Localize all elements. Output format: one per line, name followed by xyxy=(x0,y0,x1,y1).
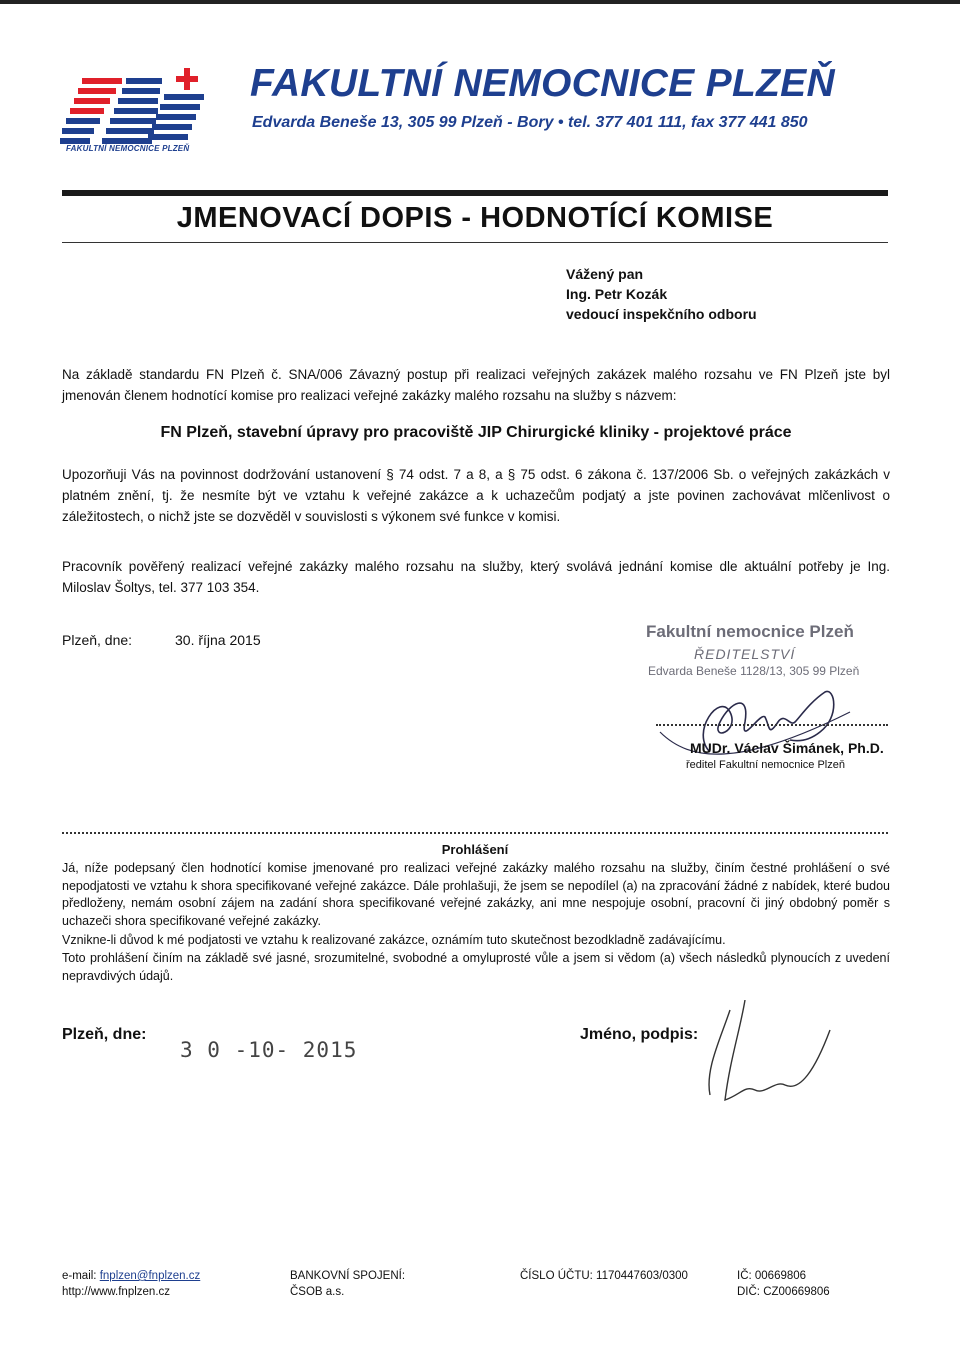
fn-logo-icon xyxy=(60,66,220,156)
contact-paragraph: Pracovník pověřený realizací veřejné zakázky malého rozsahu na služby, který svolává jednání komise dle aktuální potřeby je Ing. Miloslav Šoltys, tel. 377 103 354. xyxy=(62,559,890,595)
director-name: MUDr. Václav Šimánek, Ph.D. xyxy=(690,740,884,756)
director-role: ředitel Fakultní nemocnice Plzeň xyxy=(686,759,845,771)
ic-number: IČ: 00669806 xyxy=(737,1270,807,1282)
intro-paragraph: Na základě standardu FN Plzeň č. SNA/006 Závazný postup při realizaci veřejných zakázek malého rozsahu ve FN Plzeň jste byl jmenován členem hodnotící komise pro realizaci veřejné zakázky malého rozsahu na služby s názvem: xyxy=(62,367,890,403)
footer-bank-block xyxy=(290,1268,405,1300)
organization-name: FAKULTNÍ NEMOCNICE PLZEŇ xyxy=(250,62,835,105)
logo-text: FN xyxy=(60,66,62,67)
footer-ids-block xyxy=(737,1268,830,1300)
declaration-paragraph-3: Toto prohlášení činím na základě své jasné, srozumitelné, svobodné a omyluprosté vůle a jsem si vědom (a) všech následků plynoucích z uvedení nepravdivých údajů. xyxy=(62,951,890,983)
contract-subject: FN Plzeň, stavební úpravy pro pracoviště JIP Chirurgické kliniky - projektové práce xyxy=(160,424,792,441)
title-rule xyxy=(62,242,888,243)
stamp-organization: Fakultní nemocnice Plzeň xyxy=(646,622,854,641)
signature-line xyxy=(656,724,888,726)
stamped-date: 3 0 -10- 2015 xyxy=(180,1038,358,1062)
notice-paragraph: Upozorňuji Vás na povinnost dodržování ustanovení § 74 odst. 7 a 8, a § 75 odst. 6 zákona č. 137/2006 Sb. o veřejných zakázkách v platném znění, tj. že nesmíte být ve vztahu k veřejné zakázce a k uchazečům podjatý a jste povinen zachovávat mlčenlivost o záležitostech, o nichž jste se dozvěděl v souvislosti s výkonem své funkce v komisi. xyxy=(62,467,890,524)
recipient-position: vedoucí inspekčního odboru xyxy=(566,306,757,322)
top-border xyxy=(0,0,960,4)
stamp-address: Edvarda Beneše 1128/13, 305 99 Plzeň xyxy=(648,664,860,678)
declaration-paragraph-1: Já, níže podepsaný člen hodnotící komise jmenované pro realizaci veřejné zakázky malého rozsahu na služby, činím čestné prohlášení o své nepodjatosti ve vztahu k shora specifikované veřejné zakázce. Dále prohlašuji, že jsem se nepodílel (a) na zpracování žádné z nabídek, které budou předloženy, nemám osobní zájem na zadání shora specifikované veřejné zakázky, ani mne nespojuje osobní, pracovní či jiný obdobný poměr s uchazeči shora specifikované veřejné zakázky. xyxy=(62,861,890,928)
bank-name: ČSOB a.s. xyxy=(290,1286,345,1298)
recipient-name: Ing. Petr Kozák xyxy=(566,286,668,302)
website[interactable]: http://www.fnplzen.cz xyxy=(62,1286,171,1298)
document-title: JMENOVACÍ DOPIS - HODNOTÍCÍ KOMISE xyxy=(176,202,774,234)
signoff-place-label: Plzeň, dne: xyxy=(62,1026,147,1043)
bank-label: BANKOVNÍ SPOJENÍ: xyxy=(290,1270,406,1282)
footer-email-block xyxy=(62,1268,200,1300)
header-rule xyxy=(62,190,888,196)
organization-address: Edvarda Beneše 13, 305 99 Plzeň - Bory • tel. 377 401 111, fax 377 441 850 xyxy=(252,114,808,131)
section-separator xyxy=(62,832,888,834)
logo-caption: FAKULTNÍ NEMOCNICE PLZEŇ xyxy=(66,144,190,153)
email-label: e-mail: xyxy=(62,1270,97,1282)
date-value: 30. října 2015 xyxy=(175,632,261,648)
declaration-paragraph-2: Vznikne-li důvod k mé podjatosti ve vztahu k realizované zakázce, oznámím tuto skutečnost bezodkladně zadávajícímu. xyxy=(62,933,726,947)
declaration-title: Prohlášení xyxy=(441,842,509,857)
member-signature-icon xyxy=(690,1000,850,1120)
account-number: ČÍSLO ÚČTU: 1170447603/0300 xyxy=(520,1270,688,1282)
dic-number: DIČ: CZ00669806 xyxy=(737,1286,830,1298)
stamp-department: ŘEDITELSTVÍ xyxy=(694,646,796,662)
recipient-salutation: Vážený pan xyxy=(566,266,644,282)
director-signature-icon xyxy=(650,672,880,772)
name-signature-label: Jméno, podpis: xyxy=(580,1026,699,1043)
date-label: Plzeň, dne: xyxy=(62,632,133,648)
email-link[interactable]: fnplzen@fnplzen.cz xyxy=(99,1270,201,1282)
